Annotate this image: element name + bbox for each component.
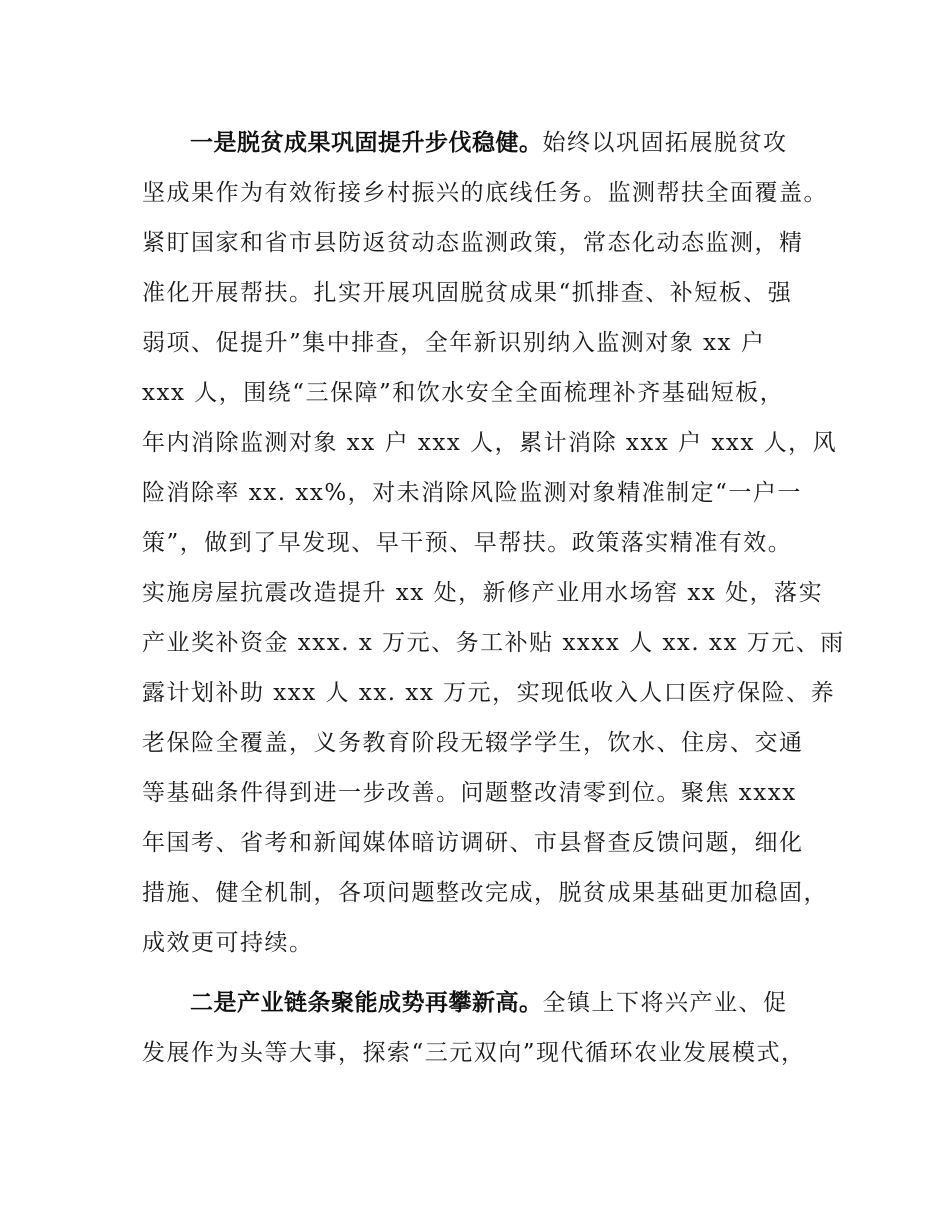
paragraph-2-line-1	[190, 988, 788, 1018]
paragraph-1-line-7: 年内消除监测对象 xx 户 xxx 人，累计消除 xxx 户 xxx 人，风	[142, 430, 838, 456]
paragraph-1-line-3: 紧盯国家和省市县防返贫动态监测政策，常态化动态监测，精	[142, 230, 804, 256]
paragraph-1-line-16: 措施、健全机制，各项问题整改完成，脱贫成果基础更加稳固，	[142, 880, 828, 906]
paragraph-1-line-9: 策”，做到了早发现、早干预、早帮扶。政策落实精准有效。	[142, 530, 793, 556]
paragraph-1-heading: 一是脱贫成果巩固提升步伐稳健。	[190, 130, 543, 156]
paragraph-2-heading: 二是产业链条聚能成势再攀新高。	[190, 990, 543, 1016]
paragraph-1-line-11: 产业奖补资金 xxx. x 万元、务工补贴 xxxx 人 xx. xx 万元、雨	[142, 630, 845, 656]
paragraph-1-line-6: xxx 人，围绕“三保障”和饮水安全全面梳理补齐基础短板，	[142, 380, 785, 406]
paragraph-1-line-1	[190, 128, 788, 158]
paragraph-2-text: 全镇上下将兴产业、促	[542, 990, 788, 1016]
paragraph-2-line-2: 发展作为头等大事，探索“三元双向”现代循环农业发展模式，	[142, 1040, 806, 1066]
paragraph-1-line-17: 成效更可持续。	[142, 930, 314, 956]
paragraph-1-line-2: 坚成果作为有效衔接乡村振兴的底线任务。监测帮扶全面覆盖。	[142, 180, 828, 206]
paragraph-1-line-15: 年国考、省考和新闻媒体暗访调研、市县督查反馈问题，细化	[142, 830, 804, 856]
paragraph-1-line-13: 老保险全覆盖，义务教育阶段无辍学学生，饮水、住房、交通	[142, 730, 804, 756]
paragraph-1-line-8: 险消除率 xx. xx%，对未消除风险监测对象精准制定“一户一	[142, 480, 802, 506]
paragraph-1-line-12: 露计划补助 xxx 人 xx. xx 万元，实现低收入人口医疗保险、养	[142, 680, 836, 706]
paragraph-1-line-10: 实施房屋抗震改造提升 xx 处，新修产业用水场窖 xx 处，落实	[142, 580, 824, 606]
paragraph-1-text: 始终以巩固拓展脱贫攻	[542, 130, 788, 156]
paragraph-1-line-4: 准化开展帮扶。扎实开展巩固脱贫成果“抓排查、补短板、强	[142, 280, 793, 306]
paragraph-1-line-5: 弱项、促提升”集中排查，全年新识别纳入监测对象 xx 户	[142, 330, 766, 356]
paragraph-1-line-14: 等基础条件得到进一步改善。问题整改清零到位。聚焦 xxxx	[142, 780, 797, 806]
